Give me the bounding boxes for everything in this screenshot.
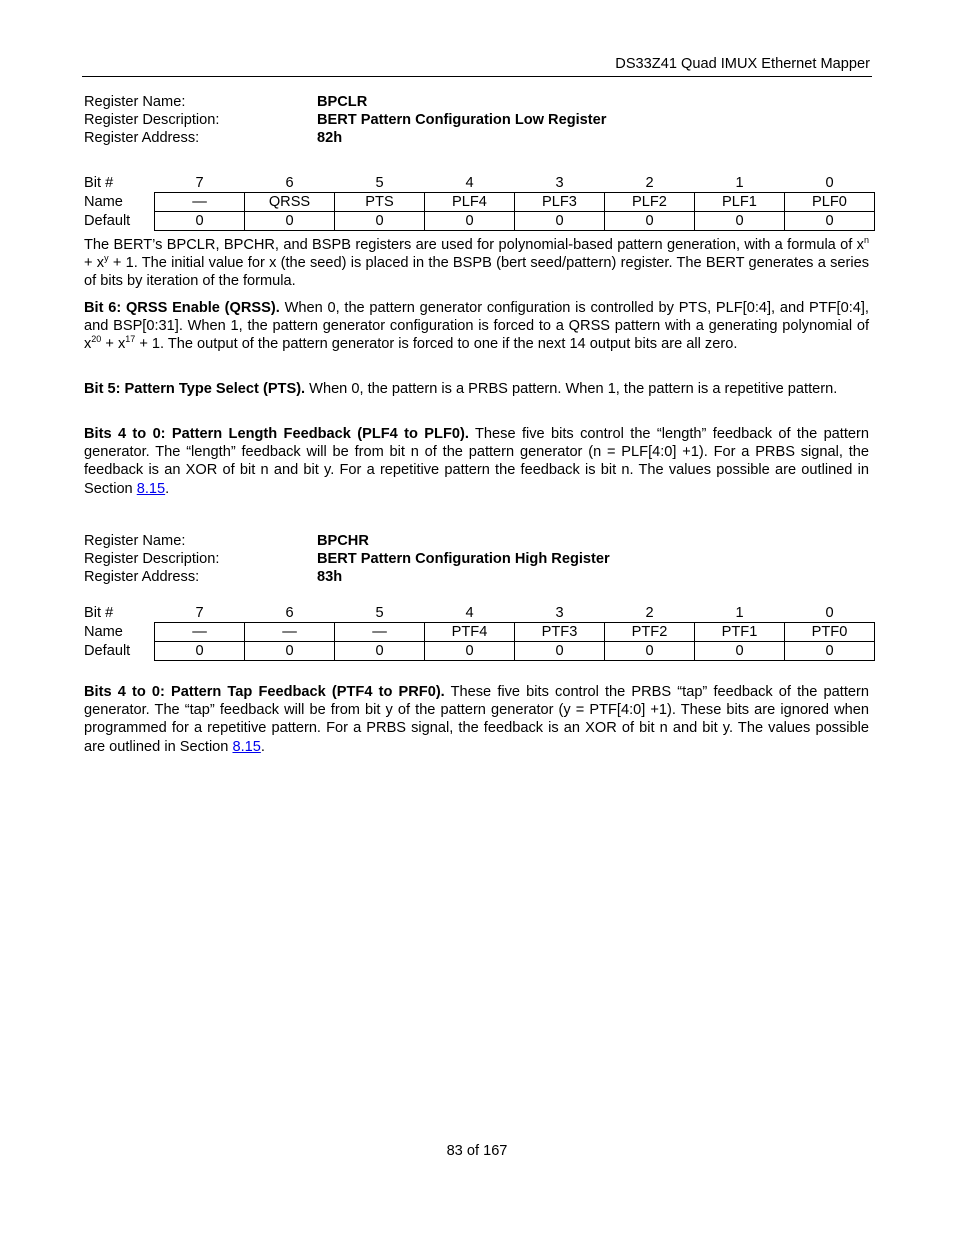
register-name-label: Register Name: [84,533,186,549]
register-address-label: Register Address: [84,569,200,585]
bit-default-cell: 0 [425,642,515,661]
bit-row-label: Bit # [84,605,114,622]
paragraph-pattern-length-feedback: Bits 4 to 0: Pattern Length Feedback (PLF4 to PLF0). These five bits control the “length” feedback of the pattern generator. The “length” feedback will be from bit n of the pattern generator (n = PLF[4:0] +1). For a PRBS signal, the feedback is an XOR of bit n and bit y. For a repetitive pattern the feedback is bit n. The values possible are outlined in Section 8.15. [84,426,869,497]
paragraph-pattern-type-select: Bit 5: Pattern Type Select (PTS). When 0, the pattern is a PRBS pattern. When 1, the pattern is a repetitive pattern. [84,381,838,397]
bit-default-cell: 0 [515,212,605,231]
name-row-label: Name [84,194,123,210]
bit-number: 0 [825,605,834,621]
bit-name-cell: — [245,623,335,642]
bit-default-cell: 0 [155,212,245,231]
register-description: BERT Pattern Configuration Low Register [317,112,607,128]
bit-number: 3 [555,605,564,621]
bit-table-bpchr [84,604,875,661]
bit-default-cell: 0 [335,642,425,661]
bit-table-bpclr [84,174,875,231]
paragraph-qrss-enable: Bit 6: QRSS Enable (QRSS). When 0, the pattern generator configuration is controlled by PTS, PLF[0:4], and PTF[0:4], and BSP[0:31]. When 1, the pattern generator configuration is forced to a QRSS pattern with a generating polynomial of $x^{20} + x^{17} + 1$. The output of the pattern generator is forced to one if the next 14 output bits are all zero. [84,300,869,353]
bit-number: 7 [195,605,204,621]
header-rule [82,76,872,77]
bit-number: 5 [375,605,384,621]
bit-default-cell: 0 [605,212,695,231]
bit-number: 6 [285,605,294,621]
bit-default-cell: 0 [605,642,695,661]
bit-number: 4 [465,175,474,191]
bit-default-cell: 0 [785,642,875,661]
bit-number: 1 [735,175,744,191]
default-row-label: Default [84,643,131,659]
bit-number: 2 [645,605,654,621]
bit-default-cell: 0 [425,212,515,231]
register-info-bpclr [84,93,606,147]
bit-name-cell: — [335,623,425,642]
name-row-label: Name [84,624,123,640]
bit-name-cell: — [155,623,245,642]
register-name-label: Register Name: [84,94,186,110]
bit-name-cell: PTF0 [785,623,875,642]
bit-name-cell: PLF0 [785,193,875,212]
paragraph-pattern-tap-feedback: Bits 4 to 0: Pattern Tap Feedback (PTF4 to PRF0). These five bits control the PRBS “tap” feedback of the pattern generator. The “tap” feedback will be from bit y of the pattern generator (y = PTF[4:0] +1). These bits are ignored when programmed for a repetitive pattern. For a PRBS signal, the feedback is an XOR of bit n and bit y. The values possible are outlined in Section 8.15. [84,684,869,755]
bit-name-cell: QRSS [245,193,335,212]
bit-default-cell: 0 [155,642,245,661]
section-link[interactable]: 8.15 [136,480,166,497]
bit-number: 1 [735,605,744,621]
page-number: 83 of 167 [446,1143,508,1159]
bit-name-cell: PLF1 [695,193,785,212]
register-address: 82h [317,130,343,146]
register-address: 83h [317,569,343,585]
document-title: DS33Z41 Quad IMUX Ethernet Mapper [615,56,870,72]
bit-number: 6 [285,175,294,191]
register-info-bpchr [84,532,610,586]
bit-default-cell: 0 [245,212,335,231]
bit-name-cell: — [155,193,245,212]
bit-name-cell: PTS [335,193,425,212]
bit-default-cell: 0 [785,212,875,231]
bit-name-cell: PTF2 [605,623,695,642]
register-description: BERT Pattern Configuration High Register [317,551,610,567]
register-address-label: Register Address: [84,130,200,146]
bit-name-cell: PLF3 [515,193,605,212]
bit-number: 7 [195,175,204,191]
bit-number: 0 [825,175,834,191]
bit-name-cell: PTF4 [425,623,515,642]
bit-name-cell: PLF2 [605,193,695,212]
bit-default-cell: 0 [695,212,785,231]
bit-name-cell: PLF4 [425,193,515,212]
register-name: BPCHR [317,533,369,549]
bit-number: 4 [465,605,474,621]
bit-row-label: Bit # [84,175,114,192]
bit-name-cell: PTF1 [695,623,785,642]
register-description-label: Register Description: [84,112,220,128]
bit-number: 2 [645,175,654,191]
default-row-label: Default [84,213,131,229]
bit-number: 3 [555,175,564,191]
register-description-label: Register Description: [84,551,220,567]
bit-default-cell: 0 [245,642,335,661]
bit-default-cell: 0 [515,642,605,661]
paragraph-bert-overview: The BERT’s BPCLR, BPCHR, and BSPB registers are used for polynomial-based pattern generation, with a formula of $x^n + x^y + 1$. The initial value for x (the seed) is placed in the BSPB (bert seed/pattern) register. The BERT generates a series of bits by iteration of the formula. [84,235,869,290]
section-link[interactable]: 8.15 [232,738,261,755]
bit-number: 5 [375,175,384,191]
bit-default-cell: 0 [335,212,425,231]
bit-default-cell: 0 [695,642,785,661]
register-name: BPCLR [317,94,368,110]
bit-name-cell: PTF3 [515,623,605,642]
